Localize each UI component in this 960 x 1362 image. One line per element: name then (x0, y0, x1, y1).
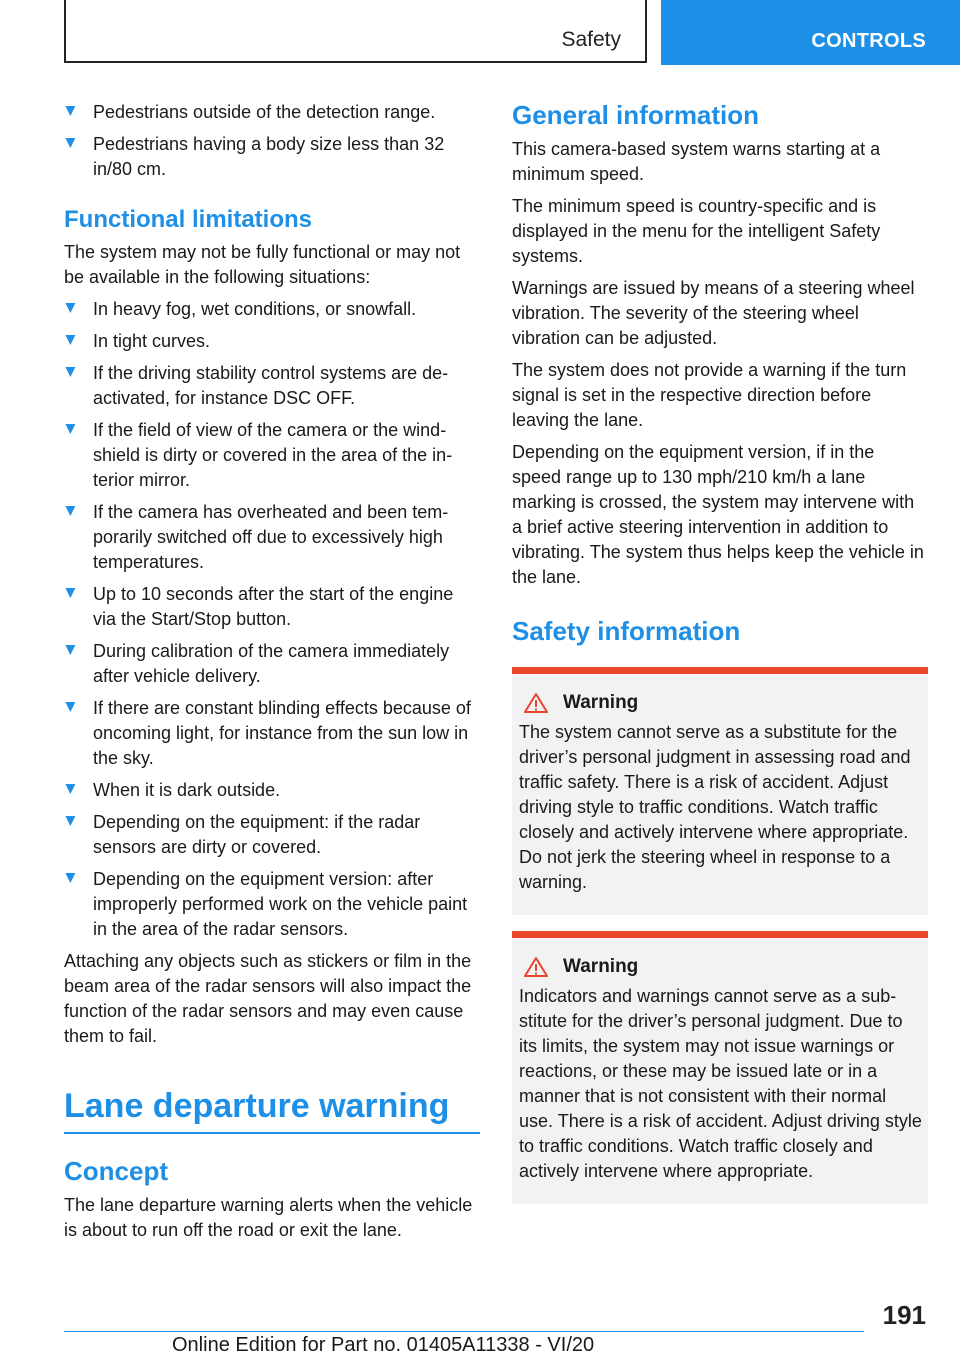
header-frame (64, 0, 647, 63)
general-paragraph: The system does not provide a warning if the turn signal is set in the respective direction before leaving the lane. (512, 360, 907, 430)
triangle-bullet-icon: ▶ (64, 506, 79, 516)
triangle-bullet-icon: ▶ (64, 588, 79, 598)
right-column (512, 100, 928, 1204)
attaching-paragraph: Attaching any objects such as stickers or film in the beam area of the radar sensors will also impact the function of the radar sensors and may even cause them to fail. (64, 951, 472, 1046)
list-item: ▶ Depending on the equipment version: after improperly performed work on the vehicle paint in the area of the radar sensors. (64, 867, 480, 942)
triangle-bullet-icon: ▶ (64, 816, 79, 826)
list-item: ▶ If the camera has overheated and been temporarily switched off due to excessively high temperatures. (64, 500, 480, 575)
lane-departure-heading: Lane departure warning (64, 1087, 480, 1134)
section-title: Safety (561, 28, 621, 51)
bullet-list-top (64, 100, 480, 182)
safety-heading: Safety information (512, 616, 741, 646)
warning-text: Indicators and warnings cannot serve as a substitute for the driver’s personal judgment. Due to its limits, the system may not issue warnings or reactions, or these may be issued late or in a manner that is not consistent with their normal use. There is a risk of accident. Adjust driving style to traffic conditions. Watch traffic closely and actively intervene where appropriate. (519, 986, 922, 1181)
triangle-bullet-icon: ▶ (64, 106, 79, 116)
list-item: ▶ If the driving stability control systems are deactivated, for instance DSC OFF. (64, 361, 480, 411)
warning-box (512, 931, 928, 1204)
triangle-bullet-icon: ▶ (64, 367, 79, 377)
warning-title: Warning (563, 692, 639, 713)
triangle-bullet-icon: ▶ (64, 138, 79, 148)
warning-text: The system cannot serve as a substitute for the driver’s personal judgment in assessing road and traffic safety. There is a risk of accident. Adjust driving style to traffic conditions. Watch traffic closely and actively intervene where appropriate. Do not jerk the steering wheel in response to a warning. (519, 722, 911, 892)
edition-text: Online Edition for Part no. 01405A11338 - VI/20 (172, 1334, 595, 1356)
general-paragraph: The minimum speed is country-specific and is displayed in the menu for the intelligent Safety systems. (512, 196, 881, 266)
list-item: ▶ In tight curves. (64, 329, 480, 354)
triangle-bullet-icon: ▶ (64, 645, 79, 655)
warning-header (519, 956, 922, 978)
warning-triangle-icon (523, 956, 549, 978)
list-item: ▶ In heavy fog, wet conditions, or snowfall. (64, 297, 480, 322)
list-item: ▶ Up to 10 seconds after the start of the engine via the Start/Stop button. (64, 582, 480, 632)
triangle-bullet-icon: ▶ (64, 303, 79, 313)
general-heading: General information (512, 100, 760, 130)
triangle-bullet-icon: ▶ (64, 784, 79, 794)
concept-heading: Concept (64, 1156, 168, 1186)
limitations-heading: Functional limitations (64, 206, 313, 233)
limitations-intro: The system may not be fully functional or may not be available in the following situations: (64, 242, 461, 287)
list-item: ▶ Pedestrians having a body size less than 32 in/80 cm. (64, 132, 480, 182)
chapter-tab (661, 0, 960, 65)
list-item: ▶ When it is dark outside. (64, 778, 480, 803)
general-paragraph: Depending on the equipment version, if in the speed range up to 130 mph/210 km/h a lane marking is crossed, the system may intervene with a brief active steering intervention in addition to vibrating. The system thus helps keep the vehicle in the lane. (512, 442, 924, 587)
bullet-list-limitations (64, 297, 480, 942)
list-item: ▶ If the field of view of the camera or the windshield is dirty or covered in the area of the interior mirror. (64, 418, 480, 493)
triangle-bullet-icon: ▶ (64, 873, 79, 883)
left-column (64, 100, 480, 1250)
warning-title: Warning (563, 956, 639, 977)
triangle-bullet-icon: ▶ (64, 335, 79, 345)
list-item: ▶ During calibration of the camera immediately after vehicle delivery. (64, 639, 480, 689)
list-item: ▶ Pedestrians outside of the detection range. (64, 100, 480, 125)
triangle-bullet-icon: ▶ (64, 424, 79, 434)
warning-box (512, 667, 928, 915)
warning-header (519, 692, 922, 714)
general-paragraph: Warnings are issued by means of a steering wheel vibration. The severity of the steering wheel vibration can be adjusted. (512, 278, 915, 348)
concept-paragraph: The lane departure warning alerts when the vehicle is about to run off the road or exit the lane. (64, 1195, 473, 1240)
list-item: ▶ If there are constant blinding effects because of oncoming light, for instance from the sun low in the sky. (64, 696, 480, 771)
list-item: ▶ Depending on the equipment: if the radar sensors are dirty or covered. (64, 810, 480, 860)
triangle-bullet-icon: ▶ (64, 702, 79, 712)
general-paragraph: This camera-based system warns starting at a minimum speed. (512, 139, 881, 184)
warning-triangle-icon (523, 692, 549, 714)
footer-divider (64, 1331, 864, 1332)
chapter-title: CONTROLS (811, 30, 926, 52)
page-number: 191 (882, 1300, 926, 1330)
